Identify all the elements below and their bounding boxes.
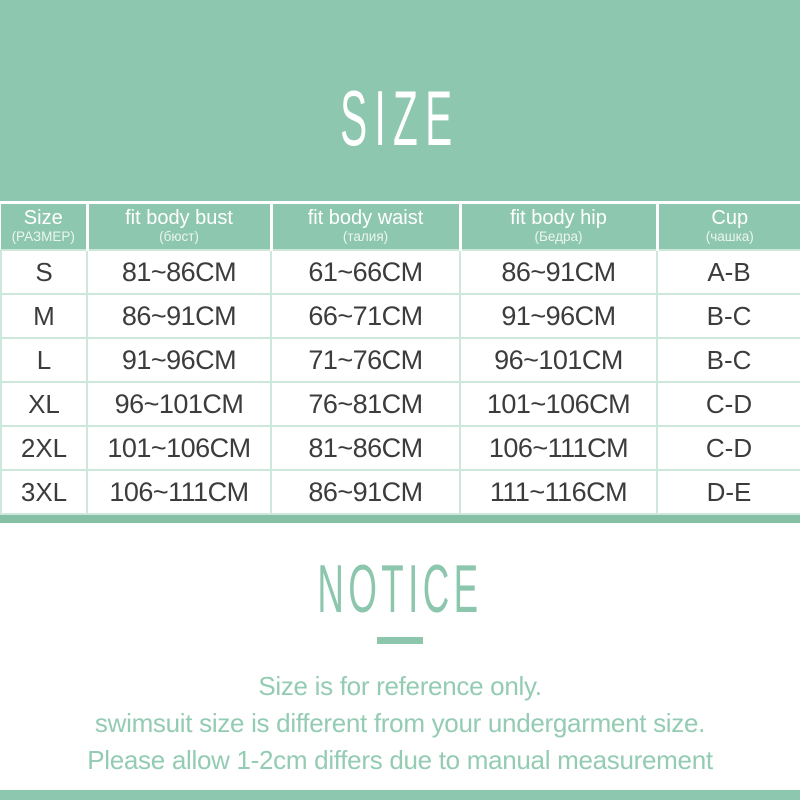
column-label: fit body bust xyxy=(125,206,233,229)
cell-hip: 111~116CM xyxy=(460,470,657,514)
notice-underline-bar xyxy=(377,637,423,644)
cell-size: L xyxy=(1,338,87,382)
cell-hip: 86~91CM xyxy=(460,250,657,294)
table-row xyxy=(1,338,800,382)
table-row xyxy=(1,470,800,514)
table-row xyxy=(1,250,800,294)
cell-cup: C-D xyxy=(657,426,800,470)
notice-lines xyxy=(0,668,800,779)
cell-size: 2XL xyxy=(1,426,87,470)
cell-waist: 66~71CM xyxy=(271,294,460,338)
cell-bust: 96~101CM xyxy=(87,382,271,426)
cell-waist: 81~86CM xyxy=(271,426,460,470)
cell-hip: 96~101CM xyxy=(460,338,657,382)
column-sublabel: (чашка) xyxy=(705,228,754,244)
header-row xyxy=(1,204,800,250)
column-header-hip xyxy=(460,204,657,250)
column-sublabel: (Бедра) xyxy=(534,228,583,244)
cell-hip: 101~106CM xyxy=(460,382,657,426)
column-sublabel: (бюст) xyxy=(159,228,199,244)
notice-line: Please allow 1-2cm differs due to manual measurement xyxy=(87,745,713,775)
cell-size: 3XL xyxy=(1,470,87,514)
hero-banner xyxy=(0,0,800,201)
cell-cup: B-C xyxy=(657,294,800,338)
cell-bust: 91~96CM xyxy=(87,338,271,382)
cell-hip: 106~111CM xyxy=(460,426,657,470)
column-sublabel: (РАЗМЕР) xyxy=(11,228,75,244)
table-row xyxy=(1,426,800,470)
column-header-waist xyxy=(271,204,460,250)
cell-bust: 81~86CM xyxy=(87,250,271,294)
cell-size: S xyxy=(1,250,87,294)
cell-waist: 86~91CM xyxy=(271,470,460,514)
notice-line: swimsuit size is different from your undergarment size. xyxy=(94,708,706,738)
size-table-body xyxy=(1,250,800,514)
column-header-cup xyxy=(657,204,800,250)
cell-cup: C-D xyxy=(657,382,800,426)
page-title: SIZE xyxy=(340,73,460,162)
cell-waist: 61~66CM xyxy=(271,250,460,294)
size-table-header xyxy=(1,204,800,250)
cell-bust: 101~106CM xyxy=(87,426,271,470)
column-label: Cup xyxy=(711,206,749,229)
notice-section xyxy=(0,523,800,789)
cell-size: M xyxy=(1,294,87,338)
cell-cup: D-E xyxy=(657,470,800,514)
cell-waist: 71~76CM xyxy=(271,338,460,382)
column-label: fit body waist xyxy=(307,206,424,229)
cell-cup: B-C xyxy=(657,338,800,382)
notice-line: Size is for reference only. xyxy=(258,671,542,701)
column-header-bust xyxy=(87,204,271,250)
table-row xyxy=(1,382,800,426)
column-label: fit body hip xyxy=(510,206,607,229)
notice-heading: NOTICE xyxy=(317,551,483,627)
size-table xyxy=(0,204,800,515)
cell-size: XL xyxy=(1,382,87,426)
cell-hip: 91~96CM xyxy=(460,294,657,338)
column-label: Size xyxy=(23,206,63,229)
cell-bust: 106~111CM xyxy=(87,470,271,514)
bottom-green-strip xyxy=(0,790,800,800)
column-header-size xyxy=(1,204,87,250)
cell-bust: 86~91CM xyxy=(87,294,271,338)
table-row xyxy=(1,294,800,338)
cell-waist: 76~81CM xyxy=(271,382,460,426)
cell-cup: A-B xyxy=(657,250,800,294)
table-bottom-bar xyxy=(0,515,800,523)
column-sublabel: (талия) xyxy=(342,228,389,244)
